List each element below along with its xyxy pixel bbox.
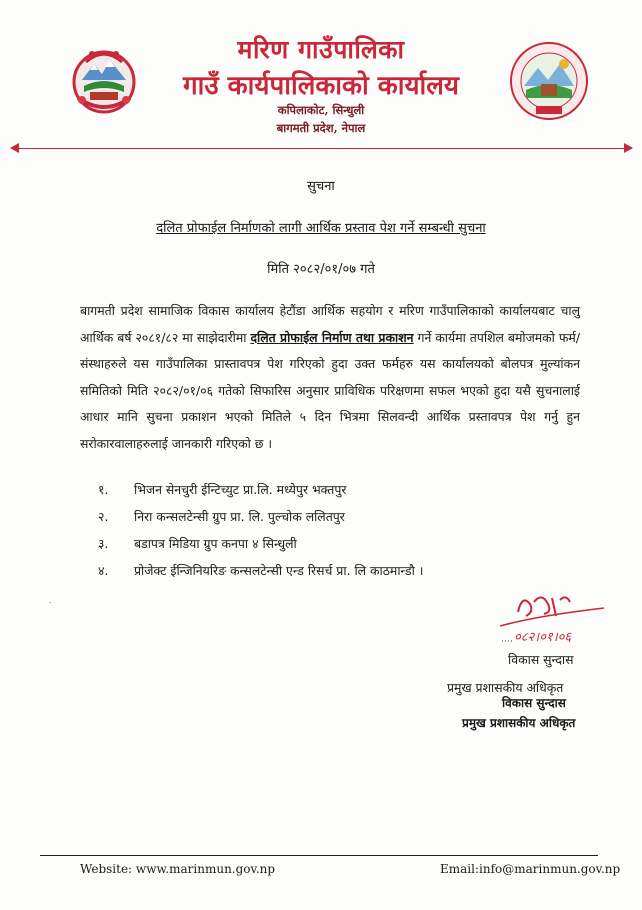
- list-item-name: भिजन सेनचुरी ईन्टिच्युट प्रा.लि. मध्येपुर भक्तपुर: [134, 482, 347, 497]
- list-item-name: बडापत्र मिडिया ग्रुप कनपा ४ सिन्धुली: [134, 536, 297, 551]
- list-item-number: २.: [98, 509, 109, 524]
- address-line-1: कपिलाकोट, सिन्धुली: [277, 103, 365, 117]
- footer-website: Website: www.marinmun.gov.np: [80, 862, 276, 876]
- body-part-1: बागमती प्रदेश सामाजिक विकास कार्यालय हेटौंडा आर्थिक सहयोग र मरिण गाउँपालिकाको कार्यालयबाट चालु आर्थिक बर्ष २०८१/८२ मा साझेदारीमा: [80, 303, 580, 345]
- list-item-name: प्रोजेक्ट ईन्जिनियरिङ कन्सलटेन्सी एन्ड रिसर्च प्रा. लि काठमान्डौ ।: [134, 563, 424, 578]
- municipality-name: मरिण गाउँपालिका: [237, 35, 405, 64]
- footer-rule: [40, 855, 598, 856]
- header-rule: [14, 148, 632, 149]
- list-item: [98, 557, 578, 584]
- list-item-number: ३.: [98, 536, 109, 551]
- body-highlight: दलित प्रोफाईल निर्माण तथा प्रकाशन: [250, 329, 414, 345]
- list-item: [98, 530, 578, 557]
- scan-speck: ˙: [48, 602, 53, 612]
- list-item-number: ४.: [98, 563, 109, 578]
- notice-date: मिति २०८२/०१/०७ गते: [267, 262, 375, 277]
- firm-list: [98, 476, 578, 584]
- notice-subject-text: दलित प्रोफाईल निर्माणको लागी आर्थिक प्रस्ताव पेश गर्ने सम्बन्धी सुचना: [156, 221, 486, 236]
- address-line-2: बागमती प्रदेश, नेपाल: [276, 121, 366, 135]
- notice-subject: [0, 218, 642, 236]
- list-item-number: १.: [98, 482, 109, 497]
- list-item: [98, 503, 578, 530]
- body-part-2: गर्ने कार्यमा तपशिल बमोजमको फर्म/संस्थाहरुले यस गाउँपालिका प्रास्तावपत्र पेश गरिएको हुदा उक्त फर्महरु यस कार्यालयको बोलपत्र मुल्यांकन समितिको मिति २०८२/०१/०६ गतेको सिफारिस अनुसार प्राविधिक परिक्षणमा सफल भएको हुदा यसै सुचनालाई आधार मानि सुचना प्रकाशन भएको मितिले ५ दिन भित्रमा सिलवन्दी आर्थिक प्रस्तावपत्र पेश गर्नु हुन सरोकारवालाहरुलाई जानकारी गरिएको छ ।: [80, 329, 580, 451]
- office-name: गाउँ कार्यपालिकाको कार्यालय: [183, 71, 459, 101]
- notice-label: सुचना: [307, 179, 335, 194]
- signatory-role: प्रमुख प्रशासकीय अधिकृत: [447, 680, 564, 695]
- list-item-name: निरा कन्सलटेन्सी ग्रुप प्रा. लि. पुल्चोक ललितपुर: [134, 509, 345, 524]
- list-item: [98, 476, 578, 503]
- signatory-name: विकास सुन्दास: [508, 652, 574, 667]
- footer-email: Email:info@marinmun.gov.np: [440, 862, 621, 876]
- notice-body: [80, 298, 580, 457]
- stamp-name: विकास सुन्दास: [502, 696, 566, 710]
- stamp-role: प्रमुख प्रशासकीय अधिकृत: [462, 716, 576, 730]
- svg-text:०८२।०१।०६: ०८२।०१।०६: [514, 630, 572, 644]
- handwritten-signature: [496, 586, 608, 644]
- header-rule-arrow-right: [624, 143, 633, 153]
